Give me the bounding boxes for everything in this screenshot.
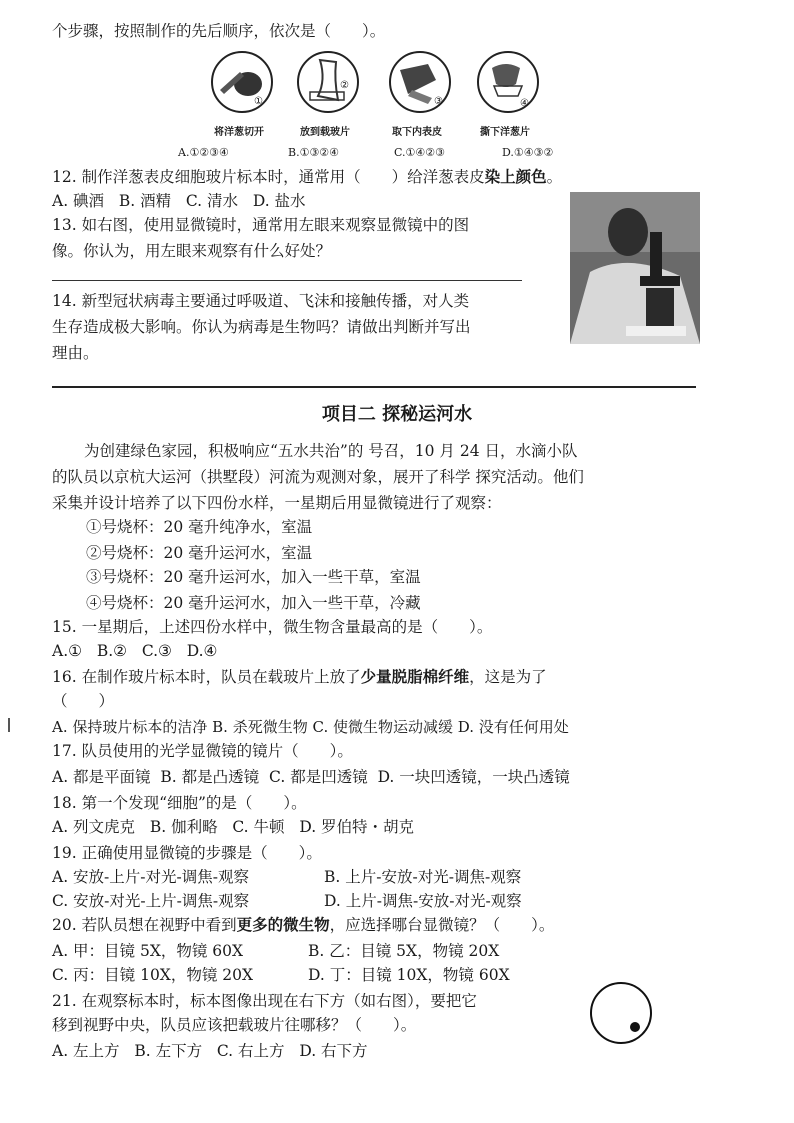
margin-mark [8, 718, 10, 732]
step-1-caption: 将洋葱切开 [214, 127, 264, 138]
q13-line-2: 像。你认为，用左眼来观察有什么好处？ [52, 242, 332, 260]
passage-line-2: 的队员以京杭大运河（拱墅段）河流为观测对象，展开了科学 探究活动。他们 [52, 468, 584, 486]
q21-option-c: C. 右上方 [216, 1042, 285, 1060]
q15-option-a: A.① [52, 642, 83, 660]
q13-answer-line [52, 280, 522, 281]
q19-text: 19. 正确使用显微镜的步骤是（ ）。 [52, 844, 322, 862]
step-3-illustration [388, 50, 452, 114]
section-title: 项目二 探秘运河水 [321, 404, 473, 425]
q21-option-d: D. 右下方 [299, 1042, 368, 1060]
step-3-number: ③ [434, 96, 443, 107]
step-3-caption: 取下内表皮 [392, 127, 442, 138]
step-4-number: ④ [520, 98, 529, 109]
q20-options-row-1 [52, 940, 499, 962]
beaker-3: ③号烧杯：20 毫升运河水，加入一些干草，室温 [86, 568, 421, 586]
beaker-4: ④号烧杯：20 毫升运河水，加入一些干草，冷藏 [86, 594, 421, 612]
q12-post: 。 [546, 168, 563, 186]
q15-option-b: B.② [96, 642, 128, 660]
q11-intro: 个步骤，按照制作的先后顺序，依次是（ ）。 [52, 22, 386, 40]
q13-line-1: 13. 如右图，使用显微镜时，通常用左眼来观察显微镜中的图 [52, 216, 470, 234]
q16-option-a: A. 保持玻片标本的洁净 [52, 718, 208, 736]
step-4-illustration [476, 50, 540, 114]
q20-option-a: A. 甲：目镜 5X，物镜 60X [52, 942, 244, 960]
q20-option-d: D. 丁：目镜 10X，物镜 60X [308, 966, 510, 984]
q19-option-d: D. 上片-调焦-安放-对光-观察 [324, 892, 522, 910]
passage-line-1: 为创建绿色家园，积极响应“五水共治”的 号召，10 月 24 日，水滴小队 [84, 442, 578, 460]
q16-text [52, 666, 547, 688]
q12-text [52, 166, 562, 188]
q20-text [52, 914, 554, 936]
q11-option-a: A.①②③④ [178, 146, 229, 159]
q12-options [52, 190, 306, 212]
q19-option-c: C. 安放-对光-上片-调焦-观察 [52, 892, 250, 910]
q20-pre: 20. 若队员想在视野中看到 [52, 916, 237, 934]
q12-pre: 12. 制作洋葱表皮细胞玻片标本时，通常用（ ）给洋葱表皮 [52, 168, 485, 186]
q12-option-b: B. 酒精 [118, 192, 172, 210]
q12-option-a: A. 碘酒 [52, 192, 105, 210]
q21-option-b: B. 左下方 [134, 1042, 203, 1060]
q15-options [52, 640, 217, 662]
q18-options [52, 816, 414, 838]
q21-line-1: 21. 在观察标本时，标本图像出现在右下方（如右图），要把它 [52, 992, 477, 1010]
q18-option-c: C. 牛顿 [232, 818, 285, 836]
q19-options-row-2 [52, 890, 522, 912]
q16-option-b: B. 杀死微生物 [212, 718, 308, 736]
step-1-illustration [210, 50, 274, 114]
q20-post: ，应选择哪台显微镜？（ ）。 [329, 916, 555, 934]
q12-option-c: C. 清水 [185, 192, 239, 210]
step-2-caption: 放到载玻片 [300, 127, 350, 138]
step-2-illustration [296, 50, 360, 114]
q11-option-c: C.①④②③ [394, 146, 445, 159]
step-2-number: ② [340, 80, 349, 91]
q16-options [52, 716, 569, 738]
q16-pre: 16. 在制作玻片标本时，队员在载玻片上放了 [52, 668, 361, 686]
q20-option-c: C. 丙：目镜 10X，物镜 20X [52, 966, 254, 984]
specimen-dot [630, 1022, 640, 1032]
q14-line-3: 理由。 [52, 344, 99, 362]
q16-option-c: C. 使微生物运动减缓 [312, 718, 453, 736]
q14-line-1: 14. 新型冠状病毒主要通过呼吸道、飞沫和接触传播，对人类 [52, 292, 470, 310]
q20-options-row-2 [52, 964, 510, 986]
q12-bold: 染上颜色 [484, 167, 547, 186]
q16-post: ，这是为了 [469, 668, 547, 686]
q20-bold: 更多的微生物 [236, 915, 330, 934]
q17-option-a: A. 都是平面镜 [52, 768, 151, 786]
beaker-2: ②号烧杯：20 毫升运河水，室温 [86, 544, 313, 562]
q17-option-b: B. 都是凸透镜 [160, 768, 260, 786]
q15-option-c: C.③ [141, 642, 172, 660]
q15-option-d: D.④ [186, 642, 218, 660]
q16-blank: （ ） [52, 692, 115, 710]
q18-option-b: B. 伽利略 [149, 818, 218, 836]
beaker-1: ①号烧杯：20 毫升纯净水，室温 [86, 518, 313, 536]
q19-options-row-1 [52, 866, 521, 888]
microscope-user-photo [570, 192, 700, 344]
q15-text: 15. 一星期后，上述四份水样中，微生物含量最高的是（ ）。 [52, 618, 493, 636]
field-of-view-diagram [588, 980, 654, 1046]
q17-option-d: D. 一块凹透镜，一块凸透镜 [377, 768, 570, 786]
q17-text: 17. 队员使用的光学显微镜的镜片（ ）。 [52, 742, 353, 760]
section-divider [52, 386, 696, 388]
q16-bold: 少量脱脂棉纤维 [360, 667, 470, 686]
step-4-caption: 撕下洋葱片 [480, 127, 530, 138]
q11-option-b: B.①③②④ [288, 146, 340, 159]
q21-line-2: 移到视野中央，队员应该把载玻片往哪移？（ ）。 [52, 1016, 417, 1034]
q21-option-a: A. 左上方 [52, 1042, 120, 1060]
q19-option-a: A. 安放-上片-对光-调焦-观察 [52, 868, 249, 886]
q12-option-d: D. 盐水 [252, 192, 306, 210]
q16-option-d: D. 没有任何用处 [457, 718, 569, 736]
q17-option-c: C. 都是凹透镜 [269, 768, 368, 786]
q11-option-d: D.①④③② [502, 146, 554, 159]
step-1-number: ① [254, 96, 263, 107]
q14-line-2: 生存造成极大影响。你认为病毒是生物吗？请做出判断并写出 [52, 318, 471, 336]
q18-text: 18. 第一个发现“细胞”的是（ ）。 [52, 794, 307, 812]
q18-option-d: D. 罗伯特・胡克 [299, 818, 415, 836]
q17-options [52, 766, 570, 788]
q19-option-b: B. 上片-安放-对光-调焦-观察 [324, 868, 522, 886]
q18-option-a: A. 列文虎克 [52, 818, 136, 836]
q20-option-b: B. 乙：目镜 5X，物镜 20X [308, 942, 500, 960]
q21-options [52, 1040, 368, 1062]
passage-line-3: 采集并设计培养了以下四份水样，一星期后用显微镜进行了观察： [52, 494, 502, 512]
